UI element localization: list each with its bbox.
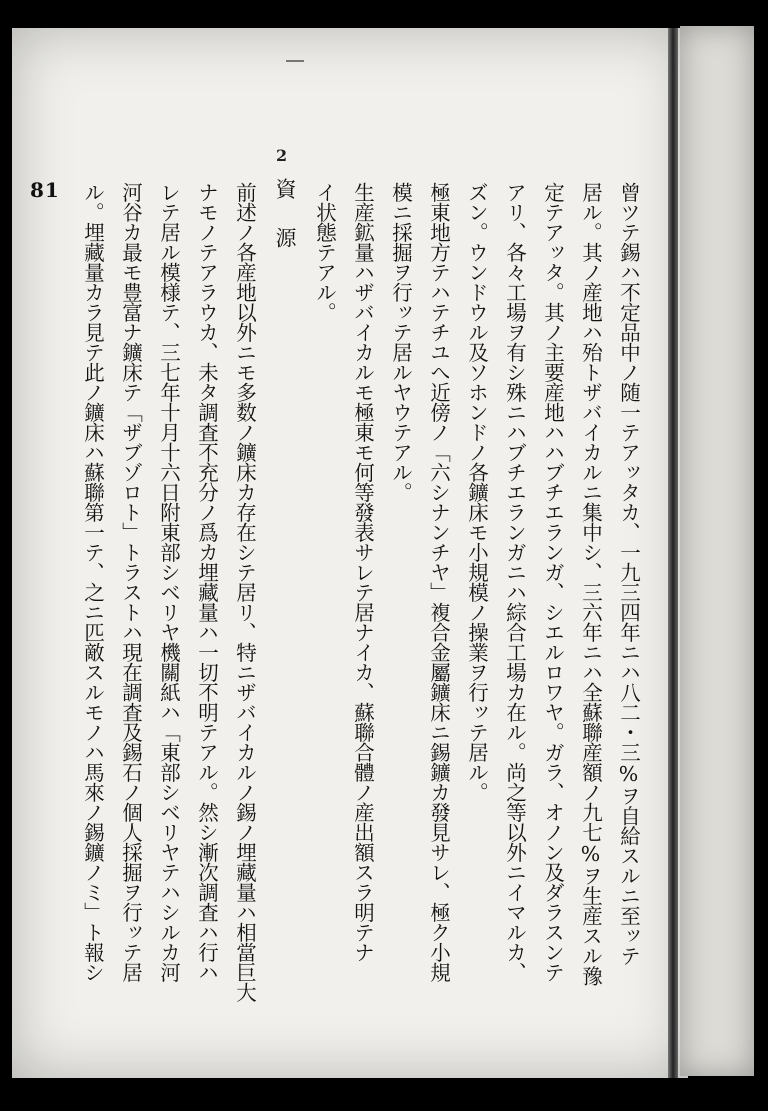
top-rule	[286, 60, 304, 62]
text-column-9: イ状態テアル。	[312, 182, 337, 322]
section-number: 2	[276, 146, 288, 165]
text-column-5: ズン。ウンドウル及ソホンドノ各鑛床モ小規模ノ操業ヲ行ッテ居ル。	[464, 182, 489, 802]
text-column-14: ル。埋藏量カラ見テ此ノ鑛床ハ蘇聯第一テ、之ニ匹敵スルモノハ馬來ノ錫鑛ノミ」ト報シ	[80, 182, 105, 982]
text-column-10: 前述ノ各産地以外ニモ多数ノ鑛床カ存在シテ居リ、特ニザバイカルノ錫ノ埋藏量ハ相當巨大	[232, 182, 257, 1002]
text-column-4: アリ、各々工場ヲ有シ殊ニハブチエランガニハ綜合工場カ在ル。尚之等以外ニイマルカ、	[502, 182, 527, 982]
text-column-8: 生産鉱量ハザバイカルモ極東モ何等發表サレテ居ナイカ、蘇聯合體ノ産出額スラ明テナ	[350, 182, 375, 962]
section-title: 資源	[273, 178, 297, 276]
text-column-6: 極東地方テハテチユへ近傍ノ「六シナンチヤ」複合金屬鑛床ニ錫鑛カ發見サレ、極ク小規	[426, 182, 451, 982]
text-column-3: 定テアッタ。其ノ主要産地ハハブチエランガ、シエルロワヤ。ガラ、オノン及ダラスンテ	[540, 182, 565, 982]
page-number: 81	[30, 178, 60, 202]
text-column-11: ナモノテアラウカ、未タ調査不充分ノ爲カ埋藏量ハ一切不明テアル。然シ漸次調査ハ行ハ	[194, 182, 219, 982]
text-column-1: 曾ツテ錫ハ不定品中ノ随一テアッタカ、一九三四年ニハ八二・三%ヲ自給スルニ至ッテ	[616, 182, 641, 966]
book-spine	[668, 28, 678, 1078]
text-column-12: レテ居ル模様テ、三七年十月十六日附東部シベリヤ機關紙ハ「東部シベリヤテハシルカ河	[156, 182, 181, 982]
text-column-2: 居ル。其ノ産地ハ殆トザバイカルニ集中シ、三六年ニハ全蘇聯産額ノ九七%ヲ生産スル豫	[578, 182, 603, 986]
text-column-7: 模ニ採掘ヲ行ッテ居ルヤウテアル。	[388, 182, 413, 502]
text-column-13: 河谷カ最モ豊富ナ鑛床テ「ザブゾロト」トラストハ現在調査及錫石ノ個人採掘ヲ行ッテ居	[118, 182, 143, 982]
facing-page-edge	[680, 26, 754, 1076]
